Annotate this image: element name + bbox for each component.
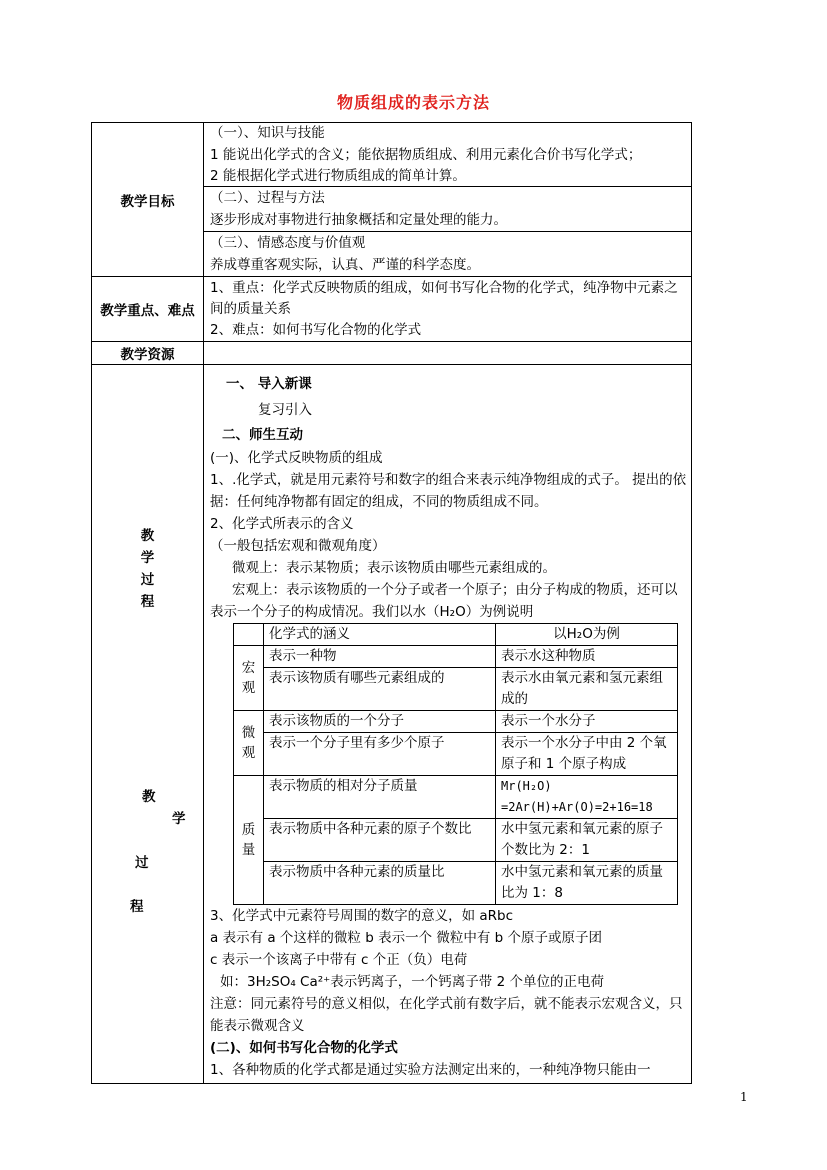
keypoints-line1: 1、重点：化学式反映物质的组成，如何书写化合物的化学式，纯净物中元素之间的质量关系 xyxy=(210,279,678,317)
table-cell: 表示该物质有哪些元素组成的 xyxy=(264,668,496,711)
paragraph-1: (一)、化学式反映物质的组成 xyxy=(210,450,383,466)
section-heading-writing: (二)、如何书写化合物的化学式 xyxy=(210,1040,398,1056)
objectives-s2-heading: （二）、过程与方法 xyxy=(210,190,325,206)
process-label-top: 教 学 过 程 xyxy=(140,528,155,610)
table-cell: 表示物质的相对分子质量 xyxy=(264,776,496,819)
table-row xyxy=(234,862,678,905)
page-title: 物质组成的表示方法 xyxy=(336,93,490,112)
table-cell: 水中氢元素和氧元素的质量比为 1：8 xyxy=(496,862,678,905)
objectives-row xyxy=(92,123,692,277)
table-header-blank xyxy=(234,624,264,646)
table-cell: 水中氢元素和氧元素的原子个数比为 2：1 xyxy=(496,819,678,862)
paragraph-7: 3、化学式中元素符号周围的数字的意义，如 aRbc xyxy=(210,908,514,924)
table-row xyxy=(234,733,678,776)
paragraph-11: 注意：同元素符号的意义相似，在化学式前有数字后，就不能表示宏观含义，只能表示微观含义 xyxy=(210,996,683,1034)
objectives-s1-line2: 2 能根据化学式进行物质组成的简单计算。 xyxy=(210,168,466,184)
section-sub-review: 复习引入 xyxy=(258,402,312,418)
table-cell: 表示一个分子里有多少个原子 xyxy=(264,733,496,776)
table-header-example: 以H₂O为例 xyxy=(496,624,678,646)
formula-meaning-table xyxy=(233,623,678,905)
table-row xyxy=(234,776,678,819)
keypoints-label: 教学重点、难点 xyxy=(92,277,204,342)
table-row xyxy=(234,668,678,711)
paragraph-4: （一般包括宏观和微观角度） xyxy=(210,538,386,554)
table-header-row xyxy=(234,624,678,646)
table-cell: 表示水由氧元素和氢元素组成的 xyxy=(496,668,678,711)
objectives-label: 教学目标 xyxy=(92,123,204,277)
process-content xyxy=(204,365,692,1084)
paragraph-13: 1、各种物质的化学式都是通过实验方法测定出来的，一种纯净物只能由一 xyxy=(210,1062,651,1078)
paragraph-8: a 表示有 a 个这样的微粒 b 表示一个 微粒中有 b 个原子或原子团 xyxy=(210,930,603,946)
table-row xyxy=(234,819,678,862)
process-row xyxy=(92,365,692,1084)
table-cell: 表示物质中各种元素的原子个数比 xyxy=(264,819,496,862)
table-cell: 表示该物质的一个分子 xyxy=(264,711,496,733)
keypoints-line2: 2、难点：如何书写化合物的化学式 xyxy=(210,321,422,338)
paragraph-3: 2、化学式所表示的含义 xyxy=(210,516,354,532)
group-label-macro: 宏观 xyxy=(234,646,264,711)
paragraph-6: 宏观上：表示该物质的一个分子或者一个原子；由分子构成的物质，还可以表示一个分子的构成情况。我们以水（H₂O）为例说明 xyxy=(210,582,678,620)
process-label: 教 学 过 程 教 学 过 程 xyxy=(92,365,204,1084)
table-cell: 表示水这种物质 xyxy=(496,646,678,668)
table-row xyxy=(234,646,678,668)
objectives-s1-heading: （一）、知识与技能 xyxy=(210,125,325,141)
group-label-micro: 微观 xyxy=(234,711,264,776)
keypoints-row xyxy=(92,277,692,342)
paragraph-2: 1、.化学式，就是用元素符号和数字的组合来表示纯净物组成的式子。 提出的依据：任何纯净物都有固定的组成，不同的物质组成不同。 xyxy=(210,472,687,510)
resources-content xyxy=(204,342,692,365)
resources-row xyxy=(92,342,692,365)
keypoints-content xyxy=(204,277,692,342)
objectives-s1-line1: 1 能说出化学式的含义；能依据物质组成、利用元素化合价书写化学式； xyxy=(210,147,642,163)
objectives-s3-heading: （三）、情感态度与价值观 xyxy=(210,235,366,251)
table-cell: 表示一种物 xyxy=(264,646,496,668)
page-number: 1 xyxy=(740,1090,748,1104)
objectives-s2-line1: 逐步形成对事物进行抽象概括和定量处理的能力。 xyxy=(210,212,507,228)
resources-label: 教学资源 xyxy=(92,342,204,365)
table-cell: Mr(H₂O) =2Ar(H)+Ar(O)=2+16=18 xyxy=(496,776,678,819)
table-cell: 表示一个水分子中由 2 个氧原子和 1 个原子构成 xyxy=(496,733,678,776)
objectives-s3-line1: 养成尊重客观实际，认真、严谨的科学态度。 xyxy=(210,257,480,273)
table-header-meaning: 化学式的涵义 xyxy=(264,624,496,646)
paragraph-5: 微观上：表示某物质；表示该物质由哪些元素组成的。 xyxy=(232,560,556,576)
lesson-plan-table xyxy=(91,122,692,1084)
section-heading-interaction: 二、师生互动 xyxy=(222,427,303,443)
section-heading-intro: 一、 导入新课 xyxy=(226,376,312,392)
table-cell: 表示一个水分子 xyxy=(496,711,678,733)
table-cell: 表示物质中各种元素的质量比 xyxy=(264,862,496,905)
objectives-content xyxy=(204,123,692,277)
table-row xyxy=(234,711,678,733)
paragraph-9: c 表示一个该离子中带有 c 个正（负）电荷 xyxy=(210,952,468,968)
paragraph-10: 如：3H₂SO₄ Ca²⁺表示钙离子，一个钙离子带 2 个单位的正电荷 xyxy=(220,974,604,990)
group-label-mass: 质量 xyxy=(234,776,264,905)
